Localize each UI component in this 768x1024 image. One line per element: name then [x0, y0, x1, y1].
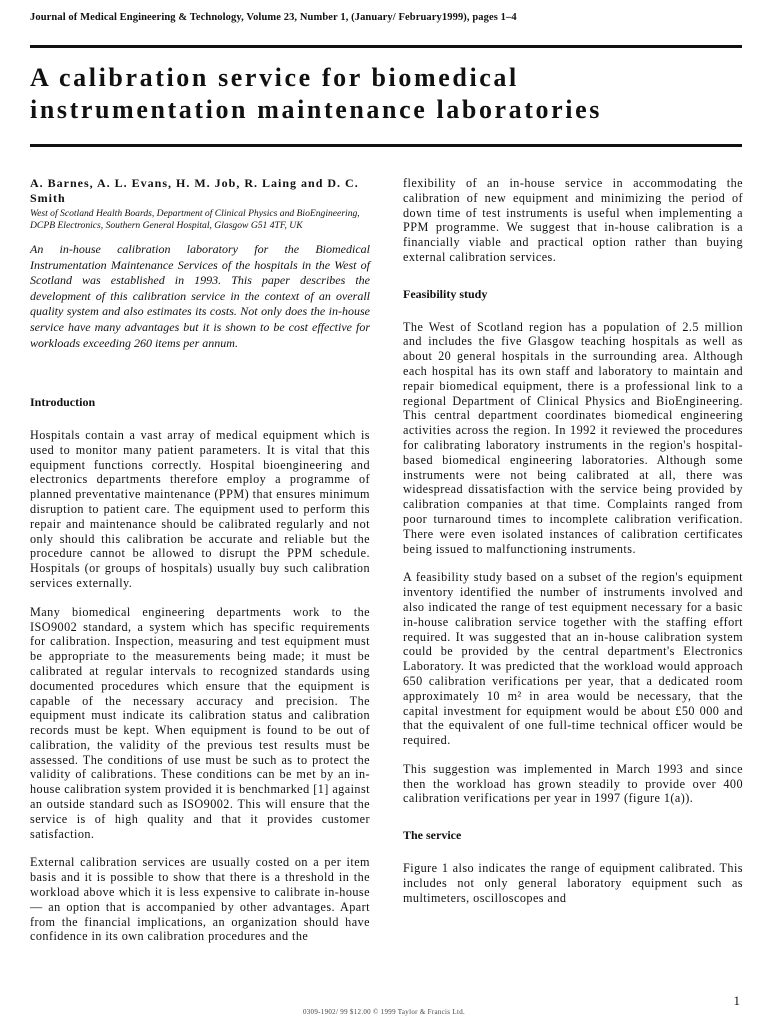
title-line-1: A calibration service for biomedical — [30, 63, 519, 92]
footer-copyright: 0309-1902/ 99 $12.00 © 1999 Taylor & Francis Ltd. — [302, 1008, 466, 1016]
introduction-continuation: flexibility of an in-house service in accommodating the calibration of new equipment and minimizing the period of down time of test instruments is useful when implementing a PPM programme. We suggest that in-house calibration is a financially viable and practical option rather than buying external calibration services. — [403, 176, 743, 264]
abstract: An in-house calibration laboratory for the Biomedical Instrumentation Maintenance Services of the hospitals in the West of Scotland was established in 1993. This paper describes the development of this calibration service in the context of an overall quality system and also estimates its costs. Not only does the in-house service have many advantages but it is shown to be cost effective for workloads exceeding 260 items per annum. — [30, 242, 370, 350]
header-rule-bottom — [30, 144, 742, 147]
journal-header: Journal of Medical Engineering & Technology, Volume 23, Number 1, (January/ February1999), pages 1–4 — [30, 12, 517, 23]
service-heading: The service — [403, 828, 462, 843]
authors: A. Barnes, A. L. Evans, H. M. Job, R. Laing and D. C. Smith — [30, 176, 359, 205]
article-title — [30, 62, 742, 126]
right-column — [403, 176, 743, 905]
feasibility-paragraph-2: A feasibility study based on a subset of the region's equipment inventory identified the number of instruments involved and also indicated the range of test equipment necessary for a basic in-house calibration service together with the staffing effort required. It was suggested that an in-house calibration system could be provided by the central department's Electronics Laboratory. It was predicted that the workload would approach 650 calibration verifications per year, that a dedicated room approximately 10 m² in area would be necessary, that the capital investment for equipment would be about £50 000 and that the equivalent of one full-time technical officer would be required. — [403, 570, 743, 748]
introduction-paragraph-1: Hospitals contain a vast array of medical equipment which is used to monitor many patient parameters. It is vital that this equipment functions correctly. Hospital bioengineering and electronics departments therefore employ a programme of planned preventative maintenance (PPM) that ensures minimum disruption to patient care. The equipment used to perform this repair and maintenance should be calibrated regularly and not only should this calibration be accurate and reliable but the procedure cannot be allowed to disrupt the PPM schedule. Hospitals (or groups of hospitals) usually buy such calibration services externally. — [30, 427, 370, 590]
feasibility-paragraph-3: This suggestion was implemented in March 1993 and since then the workload has grown steadily to provide over 400 calibration verifications per year in 1997 (figure 1(a)). — [403, 761, 743, 806]
header-rule-top — [30, 45, 742, 48]
page-number: 1 — [733, 993, 740, 1008]
affiliation: West of Scotland Health Boards, Department of Clinical Physics and BioEngineering, DCPB Electronics, Southern General Hospital, Glasgow G51 4TF, UK — [30, 208, 360, 231]
introduction-heading: Introduction — [30, 395, 96, 410]
title-line-2: instrumentation maintenance laboratories — [30, 95, 602, 124]
service-paragraph-1: Figure 1 also indicates the range of equipment calibrated. This includes not only general laboratory equipment such as multimeters, oscilloscopes and — [403, 861, 743, 905]
introduction-paragraph-3: External calibration services are usually costed on a per item basis and it is possible to show that there is a threshold in the workload above which it is less expensive to calibrate in-house — an option that is accompanied by other advantages. Apart from the financial implications, an organization should have confidence in its own calibration procedures and the — [30, 855, 370, 944]
feasibility-heading: Feasibility study — [403, 286, 488, 301]
left-column — [30, 176, 370, 944]
feasibility-paragraph-1: The West of Scotland region has a population of 2.5 million and includes the five Glasgow teaching hospitals as well as about 20 general hospitals in the surrounding area. Although each hospital has its own staff and laboratory to maintain and repair biomedical equipment, there is a professional link to a regional Department of Clinical Physics and BioEngineering. This central department coordinates biomedical engineering activities across the region. In 1992 it reviewed the procedures for calibrating laboratory instruments in the region's hospital-based biomedical engineering laboratories. Although some instruments were not being calibrated at all, there was widespread dissatisfaction with the service being provided by calibration companies at that time. Complaints ranged from poor turnaround times to incomplete calibration verification. There were even isolated instances of calibration certificates being issued to malfunctioning instruments. — [403, 319, 743, 556]
introduction-paragraph-2: Many biomedical engineering departments work to the ISO9002 standard, a system which has specific requirements for calibration. Inspection, measuring and test equipment must be appropriate to the measurements being made; it must be calibrated at regular intervals to recognized standards using documented procedures which ensure that the equipment is capable of the necessary accuracy and precision. The equipment must indicate its calibration status and calibration records must be kept. When equipment is found to be out of calibration, the validity of the previous test results must be assessed. The conditions of use must be such as to protect the validity of calibrations. These conditions can be met by an in-house calibration system provided it is benchmarked [1] against an outside standard such as ISO9002. This will ensure that the service is of high quality and that it provides customer satisfaction. — [30, 604, 370, 841]
